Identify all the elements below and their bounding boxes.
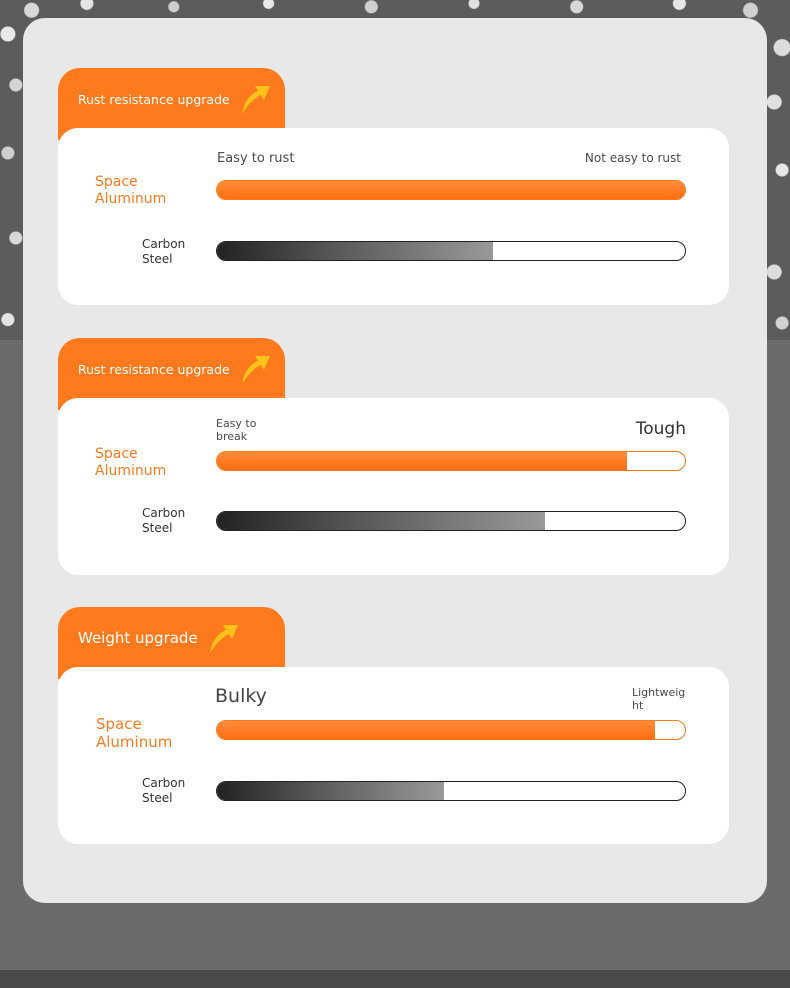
material-a-fill [217,721,655,739]
material-b-label: Carbon Steel [142,506,186,535]
scale-left-label: Easy to break [216,417,257,443]
material-b-fill [217,782,444,800]
material-a-bar [216,180,686,200]
material-a-fill [217,452,627,470]
section-title: Weight upgrade [78,629,198,647]
scale-right-label: Not easy to rust [584,151,681,165]
section-toughness [58,338,729,575]
material-b-bar [216,241,686,261]
bottom-strip [0,970,790,988]
comparison-card [58,398,729,575]
comparison-card [58,667,729,844]
section-title: Rust resistance upgrade [78,362,230,377]
section-weight [58,607,729,844]
scale-right-label: Tough [635,419,686,439]
section-rust-resistance [58,68,729,305]
material-b-fill [217,512,545,530]
material-a-bar [216,720,686,740]
material-b-label: Carbon Steel [142,237,186,266]
material-a-label: Space Aluminum [95,446,167,479]
upgrade-arrow-icon [206,617,240,655]
material-b-bar [216,511,686,531]
upgrade-arrow-icon [238,78,272,116]
material-b-label: Carbon Steel [142,776,186,805]
material-a-bar [216,451,686,471]
upgrade-arrow-icon [238,348,272,386]
material-a-label: Space Aluminum [96,715,173,751]
comparison-card [58,128,729,305]
material-a-label: Space Aluminum [95,174,167,207]
scale-left-label: Easy to rust [217,151,295,166]
material-b-bar [216,781,686,801]
material-b-fill [217,242,493,260]
scale-left-label: Bulky [215,685,267,707]
material-a-fill [217,181,685,199]
section-title: Rust resistance upgrade [78,92,230,107]
scale-right-label: Lightweig ht [632,686,686,712]
